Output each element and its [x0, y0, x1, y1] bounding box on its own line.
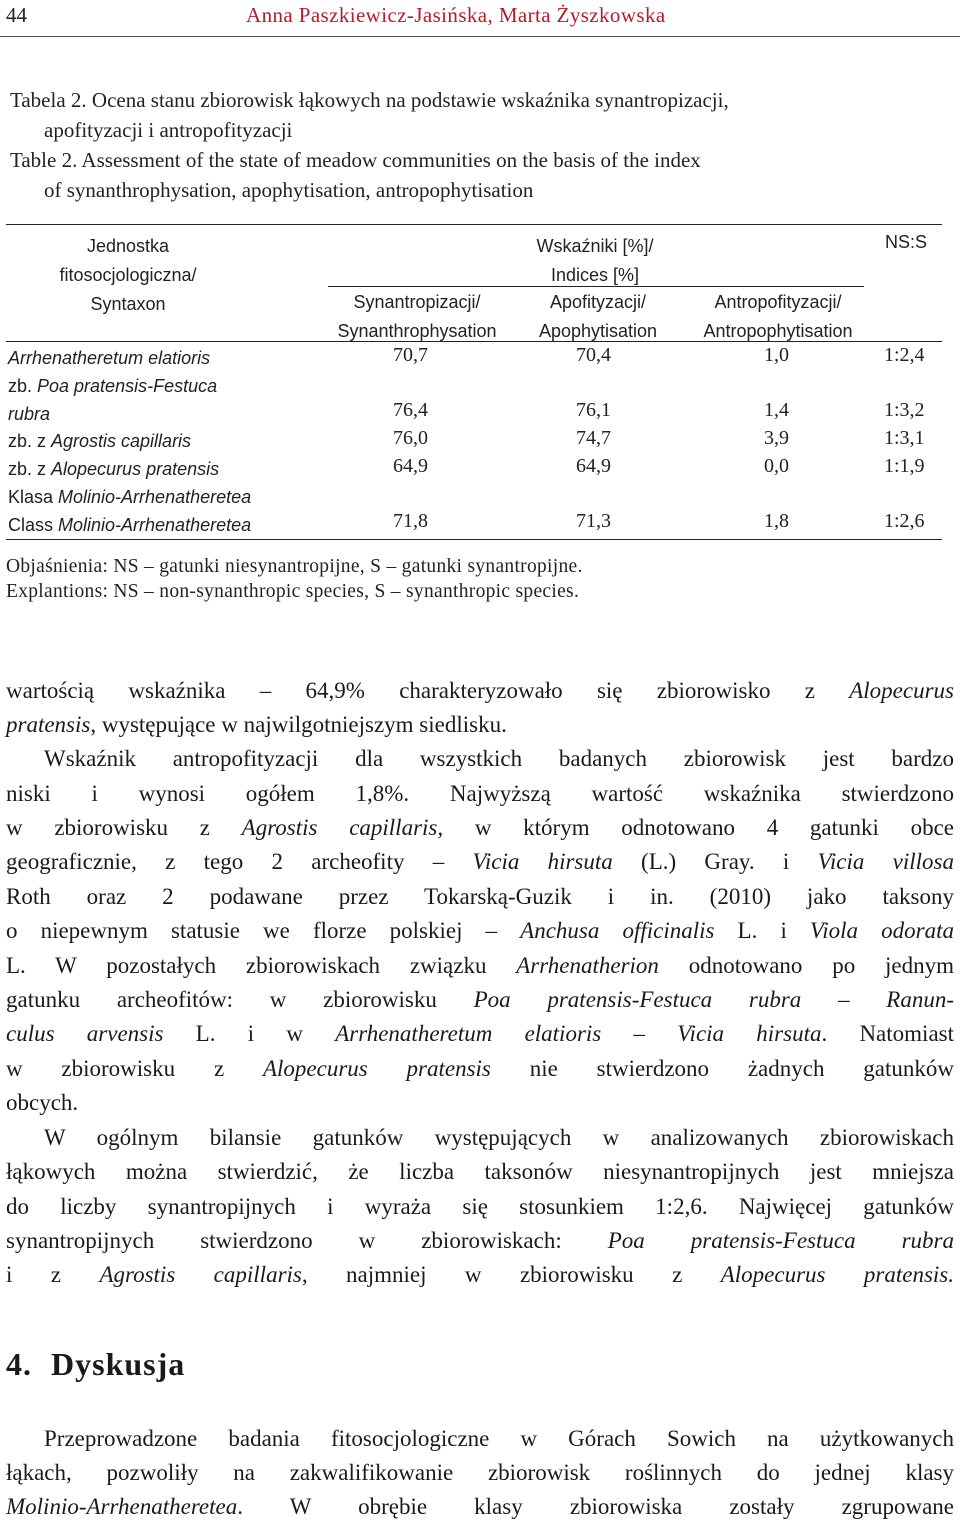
- text-span: Arrhenatherion: [516, 953, 659, 978]
- caption-en-line: of synanthrophysation, apophytisation, antropophytisation: [44, 178, 534, 202]
- table-cell: 71,3: [576, 510, 611, 532]
- header-text: Syntaxon: [90, 294, 166, 314]
- text-line: do liczby synantropijnych i wyraża się stosunkiem 1:2,6. Najwięcej gatunków: [6, 1194, 954, 1219]
- table-cell: 1:1,9: [884, 455, 925, 477]
- text-line: obcych.: [6, 1090, 79, 1115]
- text-span: culus arvensis: [6, 1021, 164, 1046]
- text-span: Vicia villosa: [817, 849, 954, 874]
- table-cell: 64,9: [393, 455, 428, 477]
- caption-pl-line: apofityzacji i antropofityzacji: [44, 118, 293, 142]
- text-span: –: [801, 987, 887, 1012]
- table-cell: 70,7: [393, 344, 428, 366]
- text-line: Roth oraz 2 podawane przez Tokarską-Guzik i in. (2010) jako taksony: [6, 884, 954, 909]
- text-span: Viola odorata: [809, 918, 954, 943]
- table-cell: 71,8: [393, 510, 428, 532]
- text-span: synantropijnych stwierdzono w zbiorowiskach:: [6, 1228, 608, 1253]
- text-span: Vicia hirsuta: [472, 849, 613, 874]
- text-line: [6, 712, 954, 738]
- text-span: Arrhenatheretum elatioris: [335, 1021, 602, 1046]
- caption-en-line: Table 2. Assessment of the state of meadow communities on the basis of the index: [10, 148, 701, 172]
- text-span: Anchusa officinalis: [520, 918, 715, 943]
- text-span: . Natomiast: [821, 1021, 954, 1046]
- table-cell: 3,9: [764, 427, 789, 449]
- text-span: Agrostis capillaris,: [241, 815, 444, 840]
- table-cell: 76,1: [576, 399, 611, 421]
- row-label-prefix: zb. z: [8, 431, 52, 451]
- text-span: Ranun-: [886, 987, 954, 1012]
- text-line: [6, 849, 954, 875]
- table-header-ns-s: NS:S: [884, 232, 927, 252]
- page-number: 44: [6, 3, 27, 27]
- row-label-prefix: zb. z: [8, 459, 52, 479]
- section-heading: [6, 1346, 185, 1383]
- text-span: w zbiorowisku z: [6, 815, 242, 840]
- table-row-name: [8, 427, 191, 455]
- text-span: nie stwierdzono żadnych gatunków: [490, 1056, 954, 1081]
- table-cell: 0,0: [764, 455, 789, 477]
- table-cell: 64,9: [576, 455, 611, 477]
- header-text: Synantropizacji/: [353, 292, 481, 312]
- text-line: [6, 678, 954, 704]
- text-line: [6, 918, 954, 944]
- table-cell: 74,7: [576, 427, 611, 449]
- text-span: Alopecurus: [849, 678, 954, 703]
- header-text: Antropofityzacji/: [714, 292, 842, 312]
- text-line: łąkowych można stwierdzić, że liczba taksonów niesynantropijnych jest mniejsza: [6, 1159, 954, 1184]
- text-span: L. W pozostałych zbiorowiskach związku: [6, 953, 517, 978]
- table-cell: 1,4: [764, 399, 789, 421]
- header-text: Wskaźniki [%]/: [536, 236, 654, 256]
- table-header-syntaxon: [18, 232, 238, 319]
- text-line: Wskaźnik antropofityzacji dla wszystkich badanych zbiorowisk jest bardzo: [44, 746, 954, 771]
- text-span: geograficznie, z tego 2 archeofity –: [6, 849, 473, 874]
- table-row-name: [8, 483, 251, 539]
- table-row-name: [8, 372, 217, 428]
- text-line: niski i wynosi ogółem 1,8%. Najwyższą wartość wskaźnika stwierdzono: [6, 781, 954, 806]
- text-line: [6, 1056, 954, 1082]
- text-span: o niepewnym statusie we florze polskiej –: [6, 918, 521, 943]
- note-pl: Objaśnienia: NS – gatunki niesynantropijne, S – gatunki synantropijne.: [6, 556, 583, 577]
- table-header-apophytisation: [508, 288, 688, 346]
- note-en: Explantions: NS – non-synanthropic species, S – synanthropic species.: [6, 581, 580, 602]
- table-cell: 1:2,4: [884, 344, 925, 366]
- text-line: Przeprowadzone badania fitosocjologiczne w Górach Sowich na użytkowanych: [44, 1426, 954, 1451]
- row-label-syntaxon: Molinio-Arrhenatheretea: [58, 515, 252, 535]
- text-line: [6, 987, 954, 1013]
- text-span: wartością wskaźnika – 64,9% charakteryzowało się zbiorowisko z: [6, 678, 850, 703]
- text-span: L. i: [714, 918, 810, 943]
- text-line: łąkach, pozwoliły na zakwalifikowanie zbiorowisk roślinnych do jednej klasy: [6, 1460, 954, 1485]
- table-row-name: [8, 344, 210, 372]
- section-number: 4.: [6, 1346, 32, 1382]
- row-label-syntaxon: rubra: [8, 404, 51, 424]
- text-span: , najmniej w zbiorowisku z: [301, 1262, 721, 1287]
- row-label-prefix: Class: [8, 515, 59, 535]
- table-cell: 1:2,6: [884, 510, 925, 532]
- running-header: [0, 0, 960, 38]
- text-span: Alopecurus pratensis: [262, 1056, 491, 1081]
- text-span: Vicia hirsuta: [677, 1021, 822, 1046]
- header-text: Antropophytisation: [703, 321, 853, 341]
- text-span: pratensis: [6, 712, 91, 737]
- table-row-name: [8, 455, 219, 483]
- table-cell: 76,4: [393, 399, 428, 421]
- table-header-antropophytisation: [688, 288, 868, 346]
- text-span: (L.) Gray. i: [612, 849, 818, 874]
- text-span: Alopecurus pratensis.: [720, 1262, 954, 1287]
- table-cell: 76,0: [393, 427, 428, 449]
- table-header-indices: [480, 232, 710, 290]
- row-label-syntaxon: Alopecurus pratensis: [51, 459, 220, 479]
- text-span: . W obrębie klasy zbiorowiska zostały zgrupowane: [237, 1494, 954, 1519]
- text-line: [6, 1494, 954, 1520]
- text-span: gatunku archeofitów: w zbiorowisku: [6, 987, 474, 1012]
- text-line: [6, 953, 954, 979]
- table-cell: 1,8: [764, 510, 789, 532]
- header-text: Apofityzacji/: [549, 292, 647, 312]
- text-line: W ogólnym bilansie gatunków występujących w analizowanych zbiorowiskach: [44, 1125, 954, 1150]
- text-line: [6, 1262, 954, 1288]
- table-header-synanthropisation: [326, 288, 508, 346]
- text-span: Poa pratensis-Festuca rubra: [607, 1228, 954, 1253]
- header-text: Apophytisation: [538, 321, 658, 341]
- indices-rule: [328, 286, 864, 287]
- header-text: Synanthrophysation: [337, 321, 497, 341]
- text-span: L. i w: [163, 1021, 336, 1046]
- table-cell: 1:3,1: [884, 427, 925, 449]
- section-title: Dyskusja: [51, 1346, 186, 1382]
- text-span: odnotowano po jednym: [658, 953, 954, 978]
- text-span: w zbiorowisku z: [6, 1056, 263, 1081]
- row-label-syntaxon: Agrostis capillaris: [51, 431, 192, 451]
- header-bottom-rule: [6, 341, 942, 342]
- row-label-syntaxon: Molinio-Arrhenatheretea: [58, 487, 252, 507]
- header-rule: [0, 36, 960, 37]
- text-line: [6, 1021, 954, 1047]
- text-span: w którym odnotowano 4 gatunki obce: [443, 815, 955, 840]
- text-line: [6, 815, 954, 841]
- table-cell: 70,4: [576, 344, 611, 366]
- text-span: Molinio-Arrhenatheretea: [6, 1494, 238, 1519]
- text-span: i z: [6, 1262, 100, 1287]
- text-span: Poa pratensis-Festuca rubra: [473, 987, 802, 1012]
- text-span: , występujące w najwilgotniejszym siedlisku.: [90, 712, 507, 737]
- table-top-rule: [6, 224, 942, 225]
- row-label-prefix: zb.: [8, 376, 38, 396]
- text-span: –: [601, 1021, 678, 1046]
- table-bottom-rule: [6, 539, 942, 540]
- header-text: Jednostka fitosocjologiczna/: [59, 236, 197, 285]
- running-header-authors: Anna Paszkiewicz-Jasińska, Marta Żyszkowska: [246, 3, 666, 27]
- table-cell: 1:3,2: [884, 399, 925, 421]
- text-line: [6, 1228, 954, 1254]
- text-span: Agrostis capillaris: [99, 1262, 302, 1287]
- row-label-syntaxon: Poa pratensis-Festuca: [37, 376, 218, 396]
- caption-pl-line: Tabela 2. Ocena stanu zbiorowisk łąkowych na podstawie wskaźnika synantropizacji,: [10, 88, 729, 112]
- row-label-syntaxon: Arrhenatheretum elatioris: [8, 348, 211, 368]
- header-text: Indices [%]: [550, 265, 640, 285]
- table-cell: 1,0: [764, 344, 789, 366]
- row-label-prefix: Klasa: [8, 487, 59, 507]
